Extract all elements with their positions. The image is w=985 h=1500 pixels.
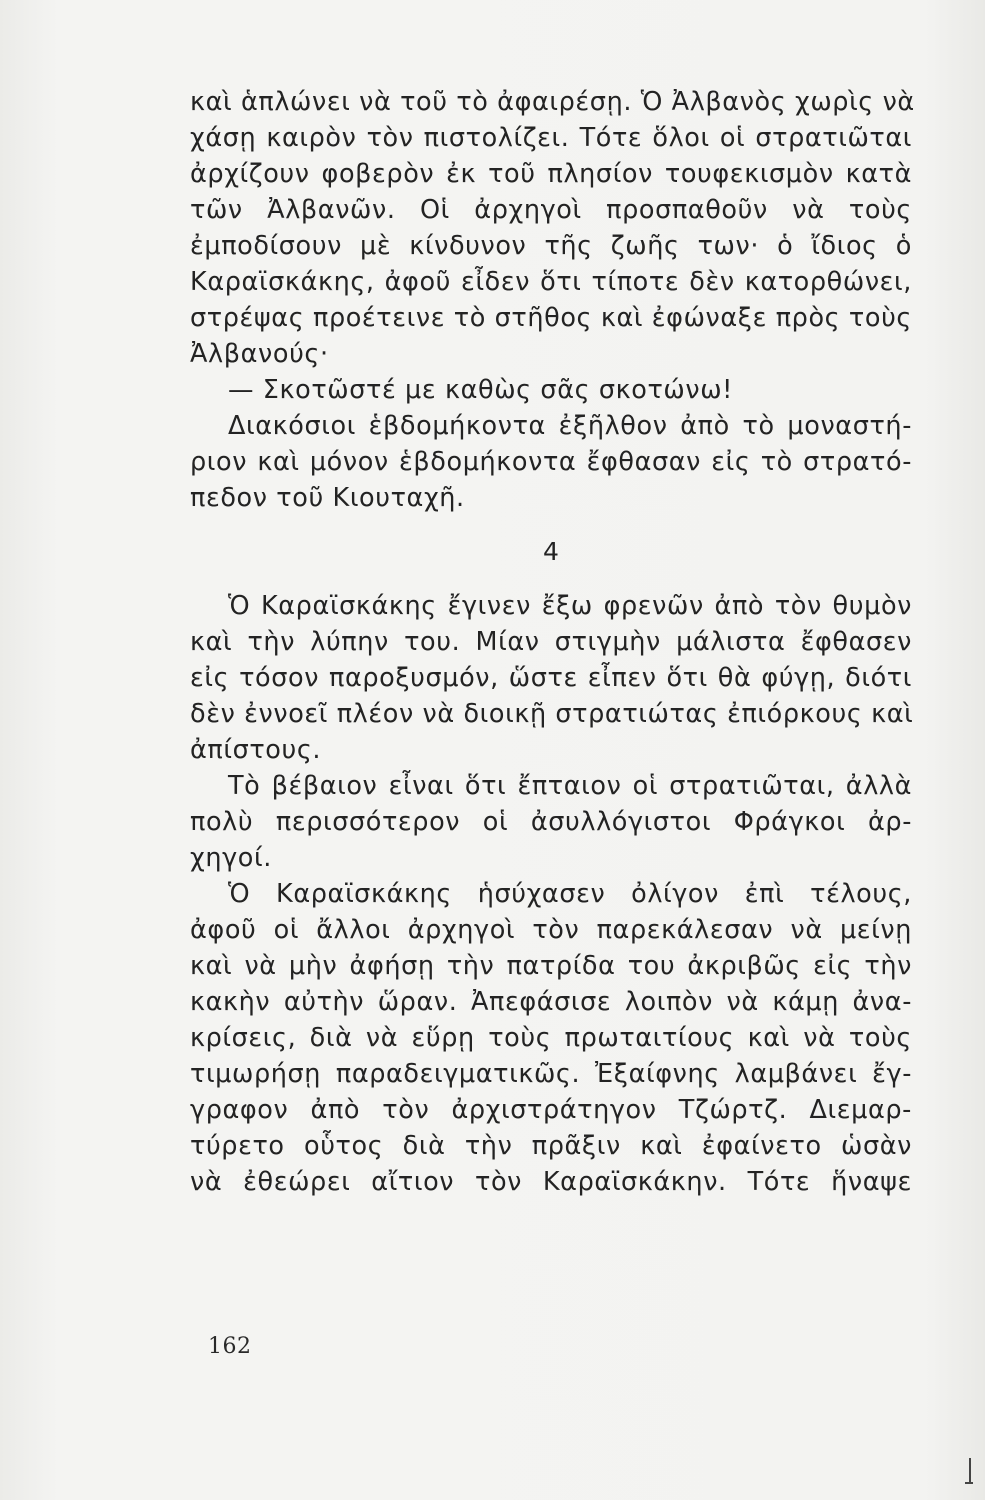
text-line: τῶν Ἀλβανῶν. Οἱ ἀρχηγοὶ προσπαθοῦν νὰ τοὺς [190,195,912,225]
text-line: κακὴν αὐτὴν ὥραν. Ἀπεφάσισε λοιπὸν νὰ κάμῃ ἀνα- [190,987,912,1017]
text-line: ριον καὶ μόνον ἑβδομήκοντα ἔφθασαν εἰς τὸ στρατό- [190,447,912,477]
section-number: 4 [543,537,559,566]
text-line: πολὺ περισσότερον οἱ ἀσυλλόγιστοι Φράγκοι ἀρ- [190,807,912,837]
text-line: εἰς τόσον παροξυσμόν, ὥστε εἶπεν ὅτι θὰ φύγῃ, διότι [190,663,912,693]
text-line: καὶ ἁπλώνει νὰ τοῦ τὸ ἀφαιρέσῃ. Ὁ Ἀλβανὸς χωρὶς νὰ [190,87,915,117]
text-line: Ὁ Καραϊσκάκης ἡσύχασεν ὀλίγον ἐπὶ τέλους, [228,879,912,909]
text-line: καὶ τὴν λύπην του. Μίαν στιγμὴν μάλιστα ἔφθασεν [190,627,912,657]
page-text [190,84,915,1200]
text-line: χάσῃ καιρὸν τὸν πιστολίζει. Τότε ὅλοι οἱ στρατιῶται [190,123,912,153]
text-line: καὶ νὰ μὴν ἀφήσῃ τὴν πατρίδα του ἀκριβῶς εἰς τὴν [190,951,912,981]
text-line: πεδον τοῦ Κιουταχῆ. [190,483,465,513]
text-line: τύρετο οὗτος διὰ τὴν πρᾶξιν καὶ ἐφαίνετο ὡσὰν [190,1131,912,1161]
text-line: ἀρχίζουν φοβερὸν ἐκ τοῦ πλησίον τουφεκισμὸν κατὰ [190,159,912,189]
text-line: τιμωρήσῃ παραδειγματικῶς. Ἐξαίφνης λαμβάνει ἔγ- [190,1059,912,1089]
text-line: Καραϊσκάκης, ἀφοῦ εἶδεν ὅτι τίποτε δὲν κατορθώνει, [190,267,912,297]
text-line: Ὁ Καραϊσκάκης ἔγινεν ἔξω φρενῶν ἀπὸ τὸν θυμὸν [228,591,912,621]
text-line: ἀπίστους. [190,735,322,765]
text-line: ἀφοῦ οἱ ἄλλοι ἀρχηγοὶ τὸν παρεκάλεσαν νὰ μείνῃ [190,915,912,945]
text-line: Ἀλβανούς· [190,339,329,369]
page-edge-mark [969,1458,971,1484]
page-edge-mark [965,1482,973,1484]
text-line: γραφον ἀπὸ τὸν ἀρχιστράτηγον Τζώρτζ. Διεμαρ- [190,1095,912,1125]
text-line: στρέψας προέτεινε τὸ στῆθος καὶ ἐφώναξε πρὸς τοὺς [190,303,912,333]
text-line: νὰ ἐθεώρει αἴτιον τὸν Καραϊσκάκην. Τότε ἥναψε [190,1167,912,1197]
page-number: 162 [208,1334,252,1359]
paragraph-bottom [190,588,912,1200]
text-line: Διακόσιοι ἑβδομήκοντα ἐξῆλθον ἀπὸ τὸ μοναστή- [228,411,912,441]
paragraph-top [190,84,915,516]
text-line: δὲν ἐννοεῖ πλέον νὰ διοικῇ στρατιώτας ἐπιόρκους καὶ [190,699,914,729]
dialogue-line: — Σκοτῶστέ με καθὼς σᾶς σκοτώνω! [228,375,733,405]
text-line: κρίσεις, διὰ νὰ εὕρῃ τοὺς πρωταιτίους καὶ νὰ τοὺς [190,1023,912,1053]
text-line: ἐμποδίσουν μὲ κίνδυνον τῆς ζωῆς των· ὁ ἴδιος ὁ [190,231,912,261]
text-line: χηγοί. [190,843,272,873]
text-line: Τὸ βέβαιον εἶναι ὅτι ἔπταιον οἱ στρατιῶται, ἀλλὰ [228,771,912,801]
